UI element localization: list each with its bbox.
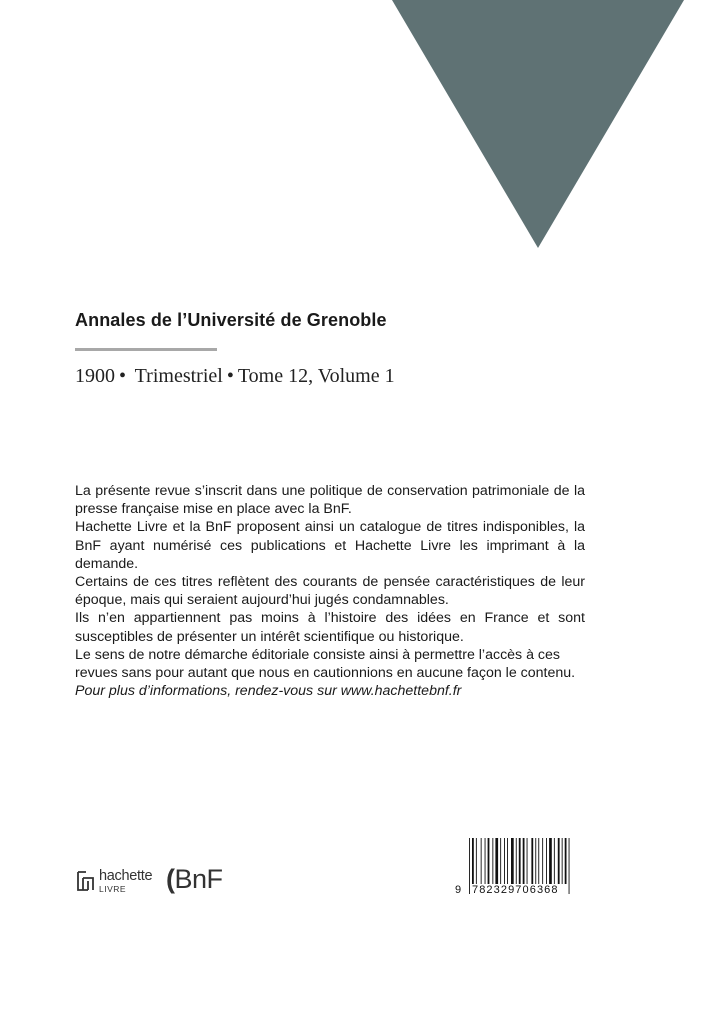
barcode-bar <box>516 838 517 884</box>
barcode-bar <box>476 838 477 884</box>
barcode-bar <box>546 838 547 884</box>
triangle-shape <box>392 0 684 248</box>
barcode-bar <box>504 838 505 884</box>
barcode-bar <box>554 838 555 884</box>
bnf-logo <box>166 864 223 895</box>
barcode-bar <box>562 838 563 884</box>
paragraph: Certains de ces titres reflètent des courants de pensée caractéristiques de leur époque, mais qui seraient aujourd’hui jugés condamnables. <box>75 574 585 609</box>
barcode-bar <box>542 838 543 884</box>
issue-separator: • <box>226 365 234 387</box>
hachette-wordmark: hachette <box>99 868 153 884</box>
paragraph: Hachette Livre et la BnF proposent ainsi un catalogue de titres indisponibles, la BnF ayant numérisé ces publications et Hachette Livre les imprimant à la demande. <box>75 519 585 572</box>
paragraph: Le sens de notre démarche éditoriale consiste ainsi à permettre l’accès à ces revues sans pour autant que nous en cautionnions en aucune façon le contenu. <box>75 646 576 682</box>
barcode-bar <box>507 838 508 884</box>
barcode-bar <box>481 838 482 884</box>
barcode-bar <box>531 838 533 884</box>
barcode-bar <box>558 838 560 884</box>
barcode-bar <box>495 838 498 884</box>
journal-title: Annales de l’Université de Grenoble <box>75 310 387 330</box>
issue-info <box>75 365 395 388</box>
barcode-bar <box>492 838 493 884</box>
barcode-bar <box>565 838 567 884</box>
issue-separator: • <box>119 365 127 387</box>
barcode-bar <box>538 838 539 884</box>
barcode-bar <box>488 838 490 884</box>
hachette-mark-icon <box>76 869 96 893</box>
barcode-bar <box>511 838 514 884</box>
title-divider <box>75 348 217 351</box>
barcode-bar <box>549 838 552 884</box>
issue-year: 1900 <box>75 365 115 387</box>
barcode-bar <box>535 838 536 884</box>
barcode-bar <box>500 838 501 884</box>
barcode-number: 782329706368 <box>472 884 559 896</box>
bnf-wordmark: BnF <box>174 864 223 894</box>
barcode-first-digit: 9 <box>455 884 462 896</box>
hachette-livre-logo <box>76 869 152 895</box>
paragraph: Ils n’en appartiennent pas moins à l’histoire des idées en France et sont susceptibles de présenter un intérêt scientifique ou historique. <box>75 610 585 645</box>
hachette-sub-wordmark: LIVRE <box>99 883 127 894</box>
disclaimer-text <box>75 482 585 682</box>
decorative-triangle <box>392 0 684 248</box>
more-info-text: Pour plus d’informations, rendez-vous sur www.hachettebnf.fr <box>75 683 462 699</box>
isbn-barcode <box>455 838 585 900</box>
issue-tome: Tome 12, Volume 1 <box>237 365 395 387</box>
barcode-bar <box>569 838 570 894</box>
paragraph: La présente revue s’inscrit dans une politique de conservation patrimoniale de la presse française mise en place avec la BnF. <box>75 483 585 518</box>
issue-frequency: Trimestriel <box>134 365 223 387</box>
barcode-bar <box>485 838 486 884</box>
bnf-bracket-icon: ( <box>166 864 175 894</box>
barcode-bar <box>519 838 521 884</box>
